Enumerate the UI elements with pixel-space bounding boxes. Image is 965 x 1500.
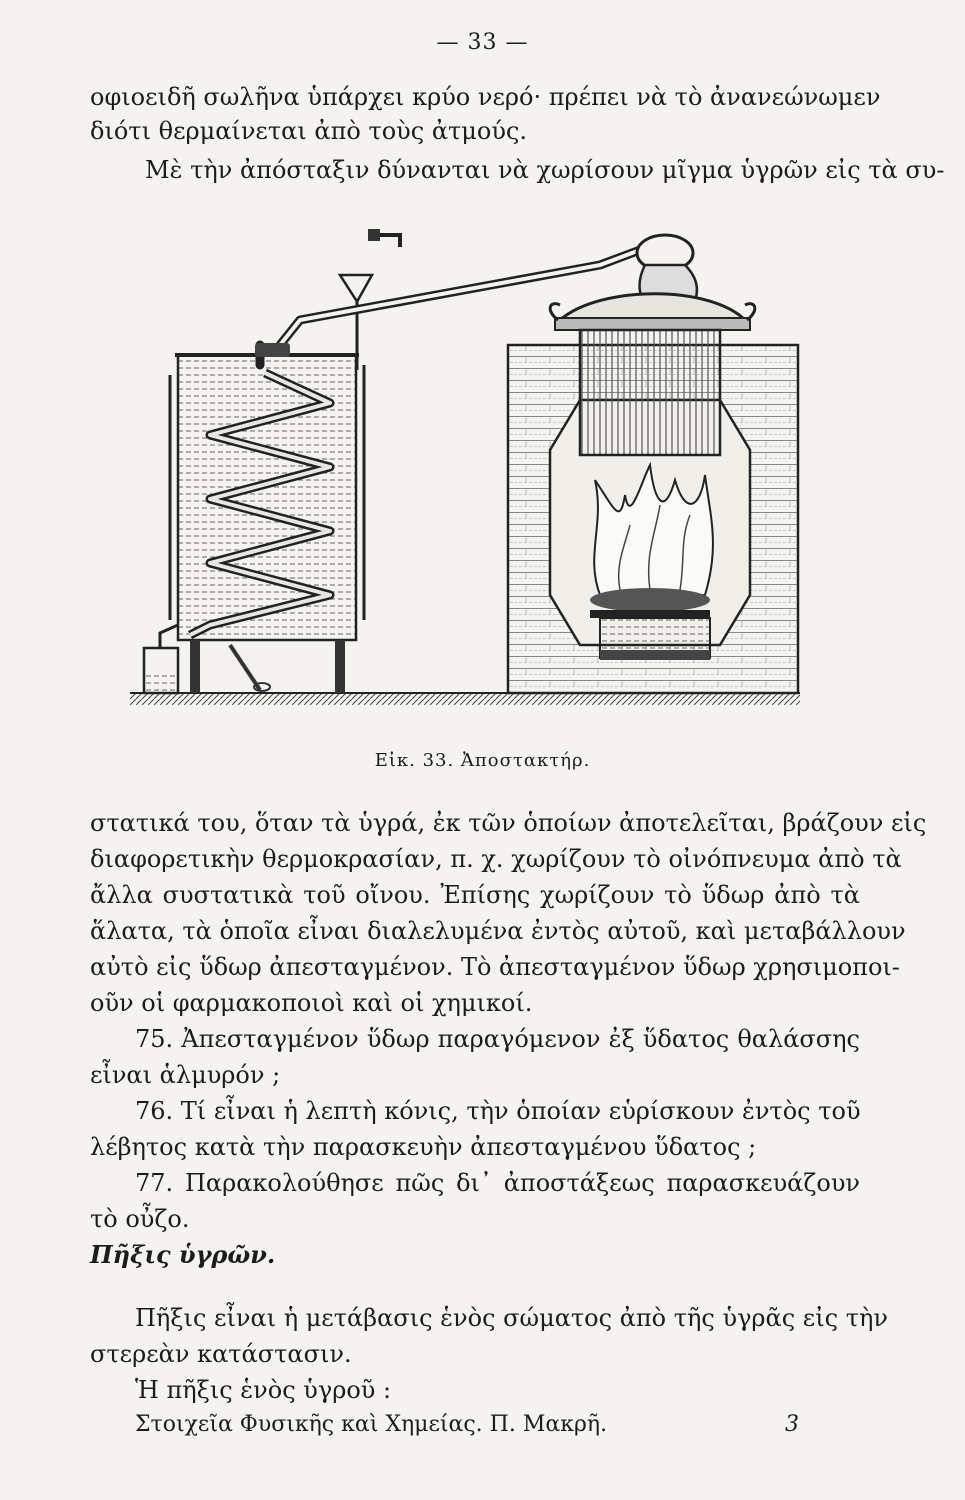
text-line: οῦν οἱ φαρμακοποιοὶ καὶ οἱ χημικοί.	[90, 989, 533, 1017]
exercise-76: 76. Τί εἶναι ἡ λεπτὴ κόνις, τὴν ὁποίαν εὑρίσκουν ἐντὸς τοῦ	[135, 1097, 861, 1125]
text-line: διότι θερμαίνεται ἀπὸ τοὺς ἀτμούς.	[90, 117, 528, 145]
text-line: ἅλατα, τὰ ὁποῖα εἶναι διαλελυμένα ἐντὸς αὐτοῦ, καὶ μεταβάλλουν	[90, 917, 906, 945]
distiller-illustration	[130, 225, 850, 735]
text-line: στατικά του, ὅταν τὰ ὑγρά, ἐκ τῶν ὁποίων ἀποτελεῖται, βράζουν εἰς	[90, 809, 927, 837]
text-line: εἶναι ἁλμυρόν ;	[90, 1061, 281, 1089]
footer-signature: 3	[785, 1412, 799, 1437]
text-line: τὸ οὖζο.	[90, 1205, 190, 1233]
furnace	[508, 294, 798, 693]
text-line: Πῆξις εἶναι ἡ μετάβασις ἑνὸς σώματος ἀπὸ τῆς ὑγρᾶς εἰς τὴν	[135, 1304, 888, 1332]
text-line: λέβητος κατὰ τὴν παρασκευὴν ἀπεσταγμένου ὕδατος ;	[90, 1133, 757, 1161]
exercise-75: 75. Ἀπεσταγμένον ὕδωρ παραγόμενον ἐξ ὕδατος θαλάσσης	[135, 1025, 860, 1053]
section-heading: Πῆξις ὑγρῶν.	[90, 1240, 276, 1269]
ground-hatching	[130, 693, 800, 705]
figure-caption: Εἰκ. 33. Ἀποστακτήρ.	[374, 750, 591, 771]
text-line: Μὲ τὴν ἀπόσταξιν δύνανται νὰ χωρίσουν μῖγμα ὑγρῶν εἰς τὰ συ-	[145, 156, 945, 184]
page-number: — 33 —	[436, 30, 529, 55]
collecting-jar	[144, 648, 178, 693]
footer-book-title: Στοιχεῖα Φυσικῆς καὶ Χημείας. Π. Μακρῆ.	[135, 1412, 608, 1437]
text-line: στερεὰν κατάστασιν.	[90, 1340, 352, 1368]
text-line: οφιοειδῆ σωλῆνα ὑπάρχει κρύο νερό· πρέπει νὰ τὸ ἀνανεώνωμεν	[90, 83, 881, 111]
condenser-tank	[160, 355, 364, 693]
text-line: ἄλλα συστατικὰ τοῦ οἴνου. Ἐπίσης χωρίζουν τὸ ὕδωρ ἀπὸ τὰ	[90, 881, 860, 909]
text-line: αὐτὸ εἰς ὕδωρ ἀπεσταγμένον. Τὸ ἀπεσταγμένον ὕδωρ χρησιμοποι-	[90, 953, 900, 981]
text-line: διαφορετικὴν θερμοκρασίαν, π. χ. χωρίζουν τὸ οἰνόπνευμα ἀπὸ τὰ	[90, 845, 902, 873]
exercise-77: 77. Παρακολούθησε πῶς δι᾽ ἀποστάξεως παρασκευάζουν	[135, 1169, 860, 1197]
text-line: Ἡ πῆξις ἑνὸς ὑγροῦ :	[135, 1376, 392, 1404]
